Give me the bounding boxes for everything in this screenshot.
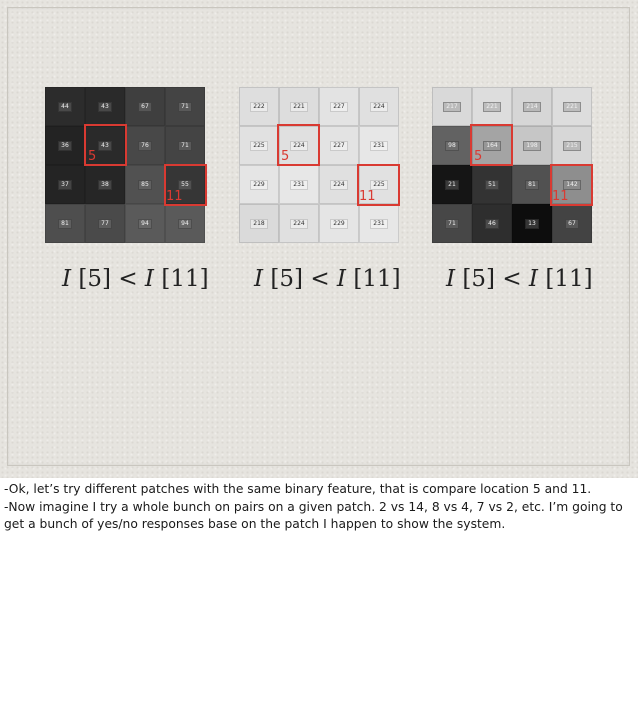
- formula-right-index: 11: [362, 266, 392, 292]
- notes-line-2: -Now imagine I try a whole bunch on pairs on a given patch. 2 vs 14, 8 vs 4, 7 vs 2, etc. I’m going to get a bunch of yes/no responses base on the patch I happen to show the system.: [4, 499, 623, 531]
- patch-cell: [432, 87, 472, 126]
- patch-cell: [125, 87, 165, 126]
- cell-value: 225: [250, 141, 267, 151]
- cell-value: 71: [445, 219, 459, 229]
- cell-value: 222: [250, 102, 267, 112]
- cell-value: 221: [563, 102, 580, 112]
- formula-right-symbol: I: [144, 266, 155, 292]
- formula-left-index: 5: [279, 266, 295, 292]
- formula-operator: <: [118, 266, 138, 292]
- cell-value: 55: [178, 180, 192, 190]
- location-5-label: 5: [474, 149, 483, 164]
- patch-cell: [319, 165, 359, 204]
- cell-value: 221: [483, 102, 500, 112]
- location-5-label: 5: [88, 149, 97, 164]
- cell-value: 224: [290, 219, 307, 229]
- formula-left-symbol: I: [254, 266, 264, 292]
- patch-cell: [125, 165, 165, 204]
- cell-value: 71: [178, 141, 192, 151]
- cell-value: 224: [290, 141, 307, 151]
- cell-value: 51: [485, 180, 499, 190]
- patch-cell: [45, 126, 85, 165]
- cell-value: 67: [565, 219, 579, 229]
- patch-cell: [512, 204, 552, 243]
- formula-operator: <: [310, 266, 330, 292]
- formula-comparison: I [5] < I [11]: [446, 266, 593, 292]
- cell-value: 37: [58, 180, 72, 190]
- cell-value: 227: [330, 141, 347, 151]
- patch-cell: [45, 204, 85, 243]
- formula-right-index: 11: [170, 266, 200, 292]
- speaker-notes: [4, 481, 634, 534]
- cell-value: 76: [138, 141, 152, 151]
- cell-value: 94: [138, 219, 152, 229]
- patch-cell: [165, 204, 205, 243]
- patch-cell: [239, 87, 279, 126]
- patch-cell: [359, 204, 399, 243]
- location-11-label: 11: [359, 189, 376, 204]
- cell-value: 231: [290, 180, 307, 190]
- cell-value: 227: [330, 102, 347, 112]
- cell-value: 224: [370, 102, 387, 112]
- patch-cell: [432, 126, 472, 165]
- cell-value: 21: [445, 180, 459, 190]
- formula-left-symbol: I: [62, 266, 72, 292]
- cell-value: 38: [98, 180, 112, 190]
- patch-cell: [239, 204, 279, 243]
- patch-cell: [239, 126, 279, 165]
- patch-cell: [165, 87, 205, 126]
- cell-value: 36: [58, 141, 72, 151]
- cell-value: 198: [523, 141, 540, 151]
- patch-cell: [472, 204, 512, 243]
- cell-value: 71: [178, 102, 192, 112]
- cell-value: 164: [483, 141, 500, 151]
- patch-cell: [359, 87, 399, 126]
- patch-cell: [45, 165, 85, 204]
- patch-cell: [319, 204, 359, 243]
- patch-cell: [512, 126, 552, 165]
- patch-cell: [279, 87, 319, 126]
- cell-value: 231: [370, 219, 387, 229]
- patch-cell: [319, 87, 359, 126]
- patch-cell: [45, 87, 85, 126]
- cell-value: 46: [485, 219, 499, 229]
- cell-value: 225: [370, 180, 387, 190]
- location-11-label: 11: [166, 189, 183, 204]
- patch-cell: [472, 165, 512, 204]
- cell-value: 231: [370, 141, 387, 151]
- patch-cell: [125, 204, 165, 243]
- cell-value: 81: [58, 219, 72, 229]
- cell-value: 142: [563, 180, 580, 190]
- cell-value: 217: [443, 102, 460, 112]
- patch-cell: [279, 165, 319, 204]
- patch-cell: [472, 87, 512, 126]
- patch-cell: [552, 126, 592, 165]
- cell-value: 221: [290, 102, 307, 112]
- location-5-label: 5: [281, 149, 290, 164]
- cell-value: 85: [138, 180, 152, 190]
- cell-value: 215: [563, 141, 580, 151]
- patch-cell: [239, 165, 279, 204]
- cell-value: 13: [525, 219, 539, 229]
- formula-left-index: 5: [471, 266, 487, 292]
- formula-left-symbol: I: [446, 266, 456, 292]
- cell-value: 44: [58, 102, 72, 112]
- patch-cell: [279, 204, 319, 243]
- cell-value: 43: [98, 141, 112, 151]
- cell-value: 229: [250, 180, 267, 190]
- patch-cell: [319, 126, 359, 165]
- cell-value: 214: [523, 102, 540, 112]
- patch-cell: [85, 165, 125, 204]
- cell-value: 43: [98, 102, 112, 112]
- formula-right-symbol: I: [336, 266, 347, 292]
- formula-operator: <: [502, 266, 522, 292]
- formula-right-symbol: I: [528, 266, 539, 292]
- patch-cell: [432, 165, 472, 204]
- patch-cell: [85, 87, 125, 126]
- cell-value: 67: [138, 102, 152, 112]
- cell-value: 94: [178, 219, 192, 229]
- patch-cell: [359, 126, 399, 165]
- notes-line-1: -Ok, let’s try different patches with the same binary feature, that is compare location 5 and 11.: [4, 482, 592, 496]
- patch-cell: [125, 126, 165, 165]
- cell-value: 77: [98, 219, 112, 229]
- patch-cell: [165, 126, 205, 165]
- patch-cell: [432, 204, 472, 243]
- patch-cell: [512, 165, 552, 204]
- formula-left-index: 5: [87, 266, 103, 292]
- formula-comparison: I [5] < I [11]: [62, 266, 209, 292]
- formula-comparison: I [5] < I [11]: [254, 266, 401, 292]
- location-11-label: 11: [552, 189, 569, 204]
- cell-value: 98: [445, 141, 459, 151]
- cell-value: 81: [525, 180, 539, 190]
- patch-cell: [85, 204, 125, 243]
- formula-right-index: 11: [554, 266, 584, 292]
- cell-value: 224: [330, 180, 347, 190]
- cell-value: 218: [250, 219, 267, 229]
- patch-cell: [512, 87, 552, 126]
- cell-value: 229: [330, 219, 347, 229]
- patch-cell: [552, 204, 592, 243]
- patch-cell: [552, 87, 592, 126]
